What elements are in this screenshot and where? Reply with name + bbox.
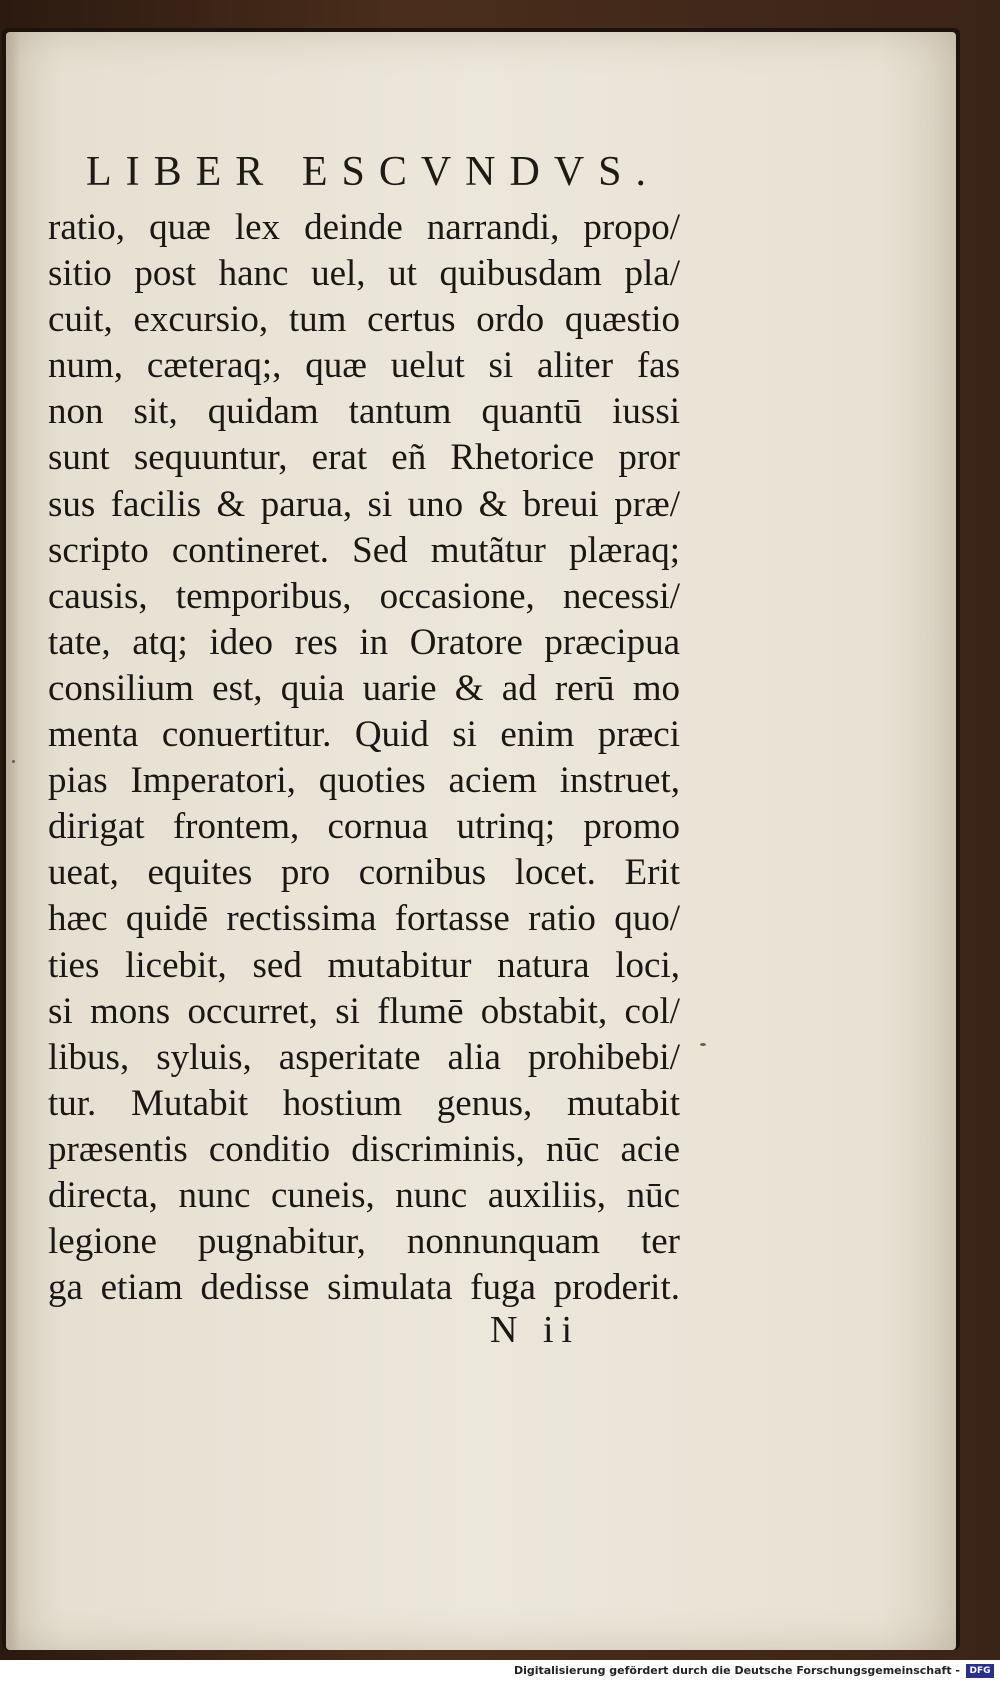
text-line: cuit, excursio, tum certus ordo quæstio [48,299,680,341]
text-line: sitio post hanc uel, ut quibusdam pla/ [48,253,680,295]
signature-mark: N ii [490,1309,581,1351]
text-line: tate, atq; ideo res in Oratore præcipua [48,621,680,663]
text-line: causis, temporibus, occasione, necessi/ [48,575,680,617]
digitization-credit: Digitalisierung gefördert durch die Deutsche Forschungsgemeinschaft - [513,1664,960,1677]
page-gutter [6,32,20,1650]
paper-speck [700,1043,706,1046]
text-line: ratio, quæ lex deinde narrandi, propo/ [48,207,680,248]
text-line: libus, syluis, asperitate alia prohibebi/ [48,1036,680,1078]
text-line: ties licebit, sed mutabitur natura loci, [48,944,680,986]
text-line: legione pugnabitur, nonnunquam ter [48,1221,680,1263]
text-line: sunt sequuntur, erat eñ Rhetorice pror [48,437,680,479]
text-line: consilium est, quia uarie & ad rerū mo [48,667,680,709]
running-head: LIBER ESCVNDVS. [86,149,661,195]
paper-speck [12,760,15,763]
text-line: hæc quidē rectissima fortasse ratio quo/ [48,898,680,940]
body-text [48,205,680,1311]
text-line: ga etiam dedisse simulata fuga proderit. [48,1267,680,1309]
text-line: ueat, equites pro cornibus locet. Erit [48,852,680,894]
text-line: scripto contineret. Sed mutãtur plæraq; [48,529,680,571]
dfg-logo: DFG [966,1664,994,1678]
text-line: num, cæteraq;, quæ uelut si aliter fas [48,345,680,387]
text-line: menta conuertitur. Quid si enim præci [48,714,680,756]
text-line: dirigat frontem, cornua utrinq; promo [48,806,680,848]
text-line: non sit, quidam tantum quantū iussi [48,391,680,433]
text-line: directa, nunc cuneis, nunc auxiliis, nūc [48,1174,680,1216]
text-line: sus facilis & parua, si uno & breui præ/ [48,483,680,525]
text-line: pias Imperatori, quoties aciem instruet, [48,760,680,802]
text-line: si mons occurret, si flumē obstabit, col/ [48,990,680,1032]
text-line: tur. Mutabit hostium genus, mutabit [48,1082,680,1124]
text-line: præsentis conditio discriminis, nūc acie [48,1128,680,1170]
